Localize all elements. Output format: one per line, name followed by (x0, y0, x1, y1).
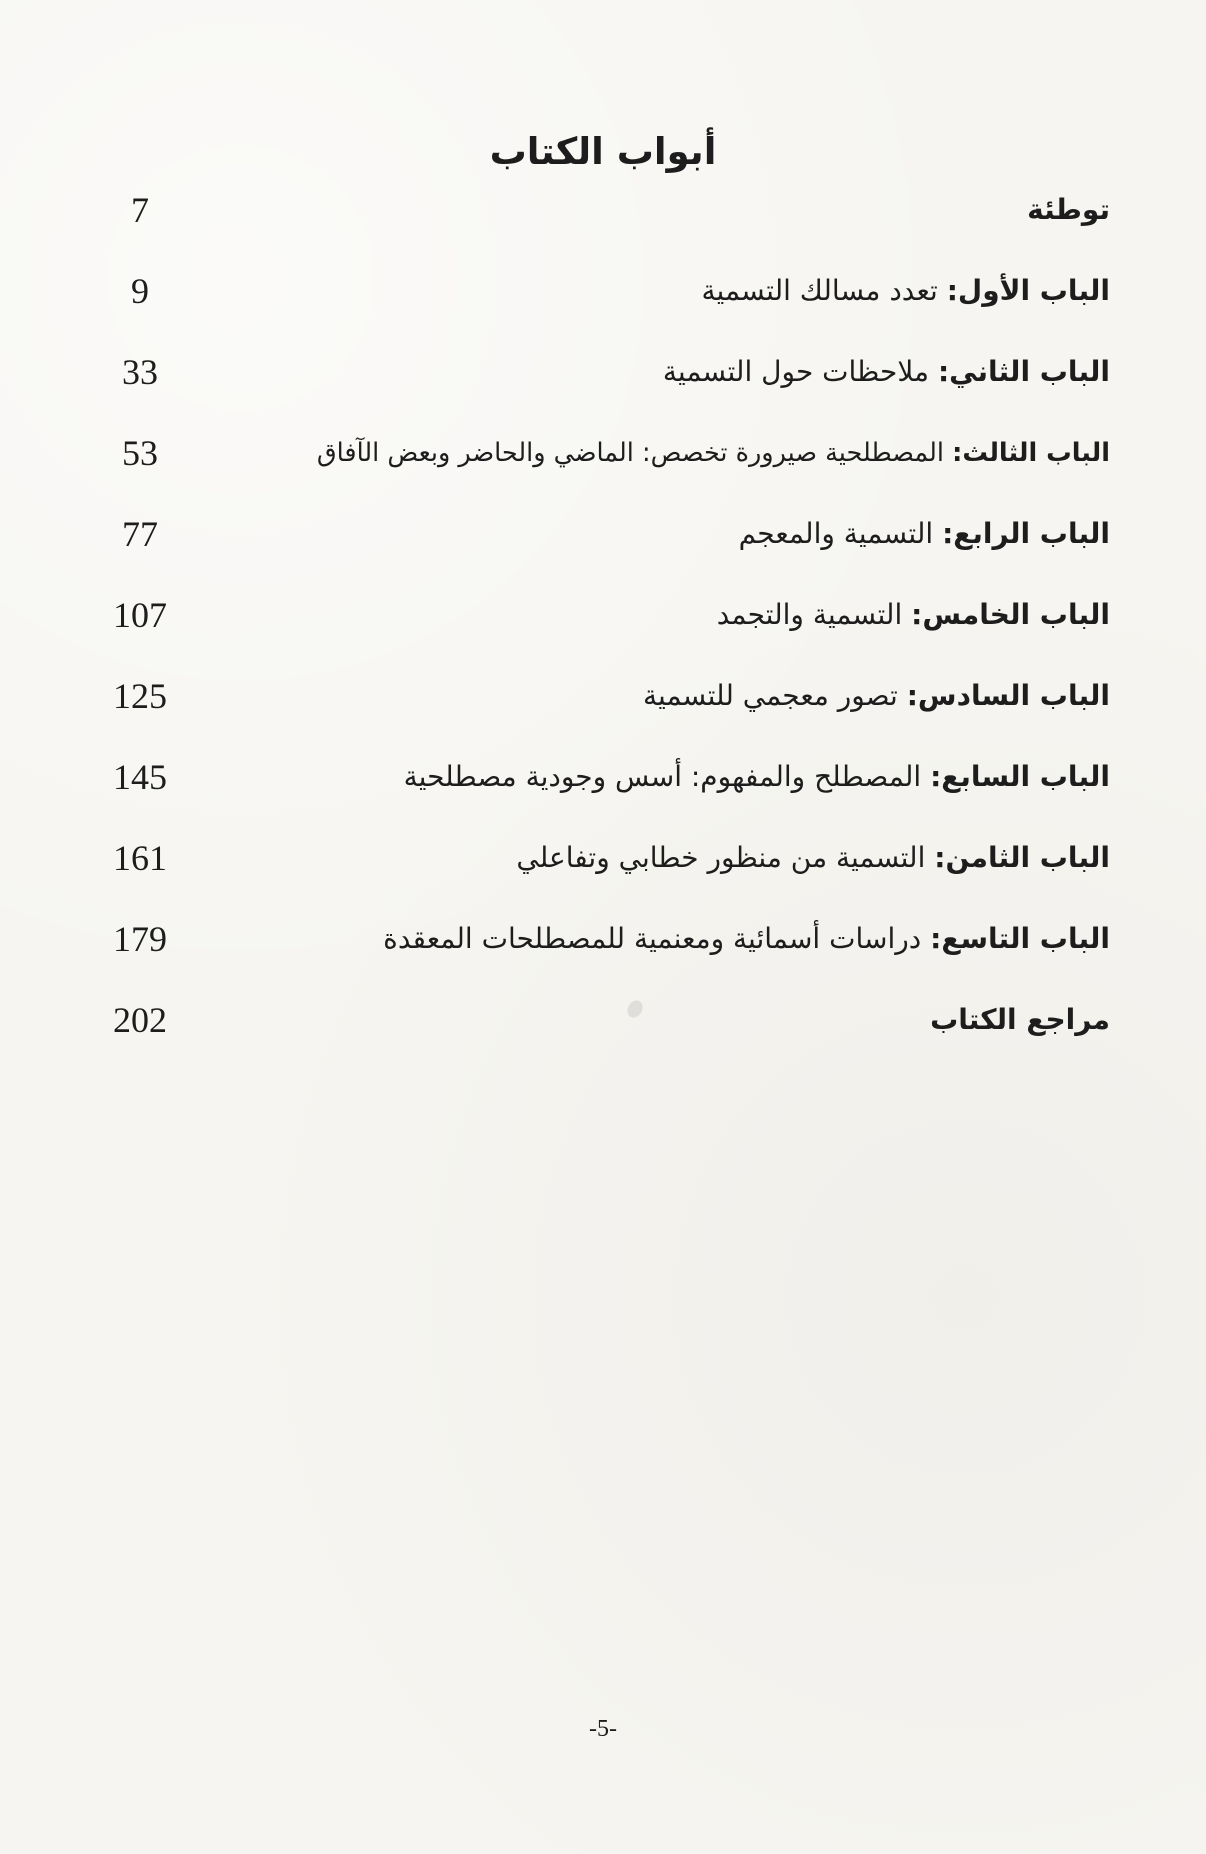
chapter-title (717, 595, 1110, 635)
chapter-label: الباب الأول: (946, 274, 1110, 307)
page-number: 33 (122, 352, 158, 392)
chapter-label: توطئة (1027, 193, 1110, 226)
chapter-label: الباب الخامس: (911, 598, 1110, 631)
chapter-subtitle: ملاحظات حول التسمية (662, 355, 930, 388)
toc-row (100, 433, 1110, 514)
chapter-title (383, 919, 1110, 959)
chapter-subtitle: التسمية والتجمد (716, 598, 903, 631)
page-number: 145 (113, 757, 167, 797)
toc-row (100, 676, 1110, 757)
chapter-subtitle: التسمية والمعجم (738, 517, 934, 550)
chapter-title (643, 676, 1110, 716)
chapter-label: الباب السادس: (906, 679, 1110, 712)
page-number: 202 (113, 1000, 167, 1040)
chapter-title (317, 433, 1110, 473)
chapter-title (663, 352, 1110, 392)
toc-row (100, 352, 1110, 433)
page-number: 107 (113, 595, 167, 635)
chapter-label: الباب الثالث: (952, 438, 1110, 468)
page-number: 77 (122, 514, 158, 554)
toc-row (100, 595, 1110, 676)
chapter-title (930, 1000, 1110, 1040)
chapter-subtitle: المصطلحية صيرورة تخصص: الماضي والحاضر وبعض الآفاق (316, 438, 945, 468)
chapter-subtitle: تعدد مسالك التسمية (701, 274, 938, 307)
chapter-title (1027, 190, 1110, 230)
chapter-title (404, 757, 1110, 797)
page-number: 53 (122, 433, 158, 473)
page-title: أبواب الكتاب (489, 130, 717, 173)
page-number: 7 (131, 190, 149, 230)
chapter-label: الباب الثاني: (937, 355, 1110, 388)
page-number: 179 (113, 919, 167, 959)
toc-row (100, 919, 1110, 1000)
toc-row (100, 838, 1110, 919)
toc-row (100, 514, 1110, 595)
chapter-label: الباب الثامن: (934, 841, 1110, 874)
toc-row (100, 271, 1110, 352)
chapter-title (739, 514, 1110, 554)
chapter-title (702, 271, 1111, 311)
chapter-label: الباب التاسع: (930, 922, 1110, 955)
toc-row (100, 190, 1110, 271)
page-number: 125 (113, 676, 167, 716)
chapter-label: مراجع الكتاب (930, 1003, 1110, 1036)
page-footer-number: -5- (589, 1716, 617, 1742)
chapter-subtitle: دراسات أسمائية ومعنمية للمصطلحات المعقدة (383, 922, 922, 955)
chapter-subtitle: التسمية من منظور خطابي وتفاعلي (516, 841, 926, 874)
page-number: 9 (131, 271, 149, 311)
chapter-label: الباب السابع: (930, 760, 1110, 793)
toc-row (100, 1000, 1110, 1081)
chapter-title (516, 838, 1110, 878)
chapter-subtitle: تصور معجمي للتسمية (642, 679, 898, 712)
table-of-contents (100, 190, 1110, 1081)
chapter-label: الباب الرابع: (942, 517, 1110, 550)
page-number: 161 (113, 838, 167, 878)
toc-row (100, 757, 1110, 838)
chapter-subtitle: المصطلح والمفهوم: أسس وجودية مصطلحية (403, 760, 922, 793)
